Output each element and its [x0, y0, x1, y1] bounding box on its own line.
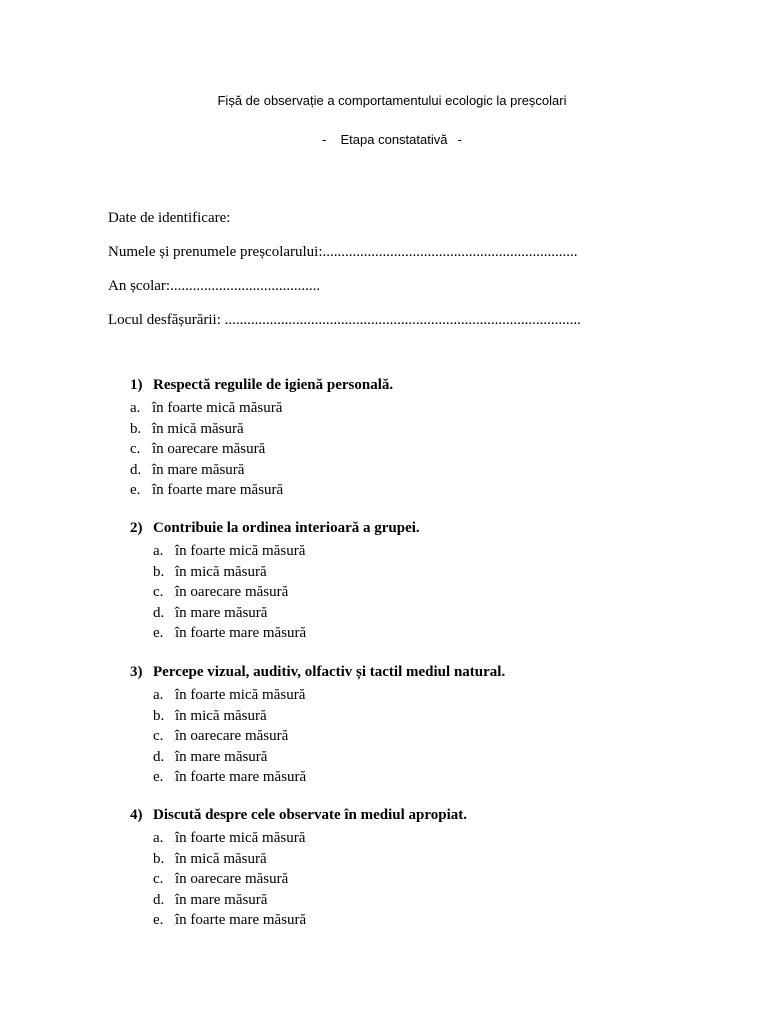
- option-letter: a.: [153, 687, 164, 703]
- option-label: în mare măsură: [175, 748, 268, 765]
- question-number: 2): [130, 520, 143, 536]
- option-letter: c.: [130, 441, 141, 457]
- identification-heading: Date de identificare:: [108, 210, 231, 226]
- question-4-options: [153, 828, 306, 931]
- option-e: [153, 623, 306, 644]
- question-text: Contribuie la ordinea interioară a grupei.: [153, 520, 420, 536]
- option-label: în foarte mare măsură: [152, 482, 284, 498]
- option-e: [153, 910, 306, 931]
- option-letter: c.: [153, 871, 164, 887]
- option-c: [153, 869, 306, 890]
- option-letter: e.: [153, 769, 164, 785]
- option-c: [130, 439, 283, 460]
- option-label: în oarecare măsură: [175, 871, 289, 887]
- option-letter: d.: [153, 604, 165, 621]
- option-letter: d.: [153, 891, 165, 908]
- document-title: Fișă de observație a comportamentului ecologic la preșcolari: [217, 93, 567, 108]
- location-field: Locul desfășurării: ...............................................................................................: [108, 312, 581, 328]
- option-label: în mică măsură: [175, 850, 267, 867]
- question-3-options: [153, 685, 306, 788]
- subtitle-dash-right: -: [457, 132, 462, 147]
- question-2-text-line: [130, 520, 420, 537]
- question-4-text-line: [130, 807, 467, 824]
- question-number: 4): [130, 807, 143, 823]
- question-number: 3): [130, 664, 143, 680]
- document-subtitle: [0, 132, 768, 147]
- option-a: [153, 541, 306, 562]
- option-a: [153, 685, 306, 706]
- option-label: în oarecare măsură: [175, 584, 289, 600]
- option-b: [130, 419, 283, 440]
- option-label: în mare măsură: [152, 461, 245, 478]
- option-b: [153, 706, 306, 727]
- option-label: în mare măsură: [175, 891, 268, 908]
- option-label: în foarte mare măsură: [175, 625, 307, 641]
- option-label: în foarte mare măsură: [175, 769, 307, 785]
- option-d: [130, 460, 283, 481]
- option-label: în foarte mică măsură: [175, 830, 306, 846]
- question-text: Discută despre cele observate în mediul apropiat.: [153, 807, 468, 823]
- option-letter: a.: [130, 400, 141, 416]
- option-letter: e.: [153, 912, 164, 928]
- option-label: în foarte mică măsură: [175, 543, 306, 559]
- option-label: în oarecare măsură: [152, 441, 266, 457]
- student-name-field: Numele și prenumele preșcolarului:....................................................................: [108, 244, 578, 260]
- option-label: în mică măsură: [175, 563, 267, 580]
- question-1-options: [130, 398, 283, 501]
- question-number: 1): [130, 377, 143, 393]
- question-1-text-line: [130, 377, 393, 394]
- option-e: [153, 767, 306, 788]
- subtitle-dash-left: -: [322, 132, 327, 147]
- option-a: [130, 398, 283, 419]
- option-c: [153, 726, 306, 747]
- option-d: [153, 890, 306, 911]
- option-letter: c.: [153, 728, 164, 744]
- option-letter: c.: [153, 584, 164, 600]
- question-text: Percepe vizual, auditiv, olfactiv și tactil mediul natural.: [153, 664, 506, 680]
- option-letter: a.: [153, 830, 164, 846]
- option-letter: b.: [153, 707, 165, 724]
- option-label: în oarecare măsură: [175, 728, 289, 744]
- option-d: [153, 603, 306, 624]
- option-letter: e.: [153, 625, 164, 641]
- option-letter: e.: [130, 482, 141, 498]
- option-a: [153, 828, 306, 849]
- option-letter: b.: [153, 563, 165, 580]
- question-text: Respectă regulile de igienă personală.: [153, 377, 394, 393]
- subtitle-text: Etapa constatativă: [340, 132, 448, 147]
- option-d: [153, 747, 306, 768]
- option-c: [153, 582, 306, 603]
- option-b: [153, 562, 306, 583]
- option-label: în mare măsură: [175, 604, 268, 621]
- option-label: în foarte mare măsură: [175, 912, 307, 928]
- option-e: [130, 480, 283, 501]
- option-letter: d.: [130, 461, 142, 478]
- option-label: în foarte mică măsură: [152, 400, 283, 416]
- option-label: în foarte mică măsură: [175, 687, 306, 703]
- question-2-options: [153, 541, 306, 644]
- school-year-field: An școlar:........................................: [108, 278, 321, 294]
- option-b: [153, 849, 306, 870]
- option-letter: b.: [130, 420, 142, 437]
- option-letter: d.: [153, 748, 165, 765]
- option-letter: b.: [153, 850, 165, 867]
- question-3-text-line: [130, 664, 505, 681]
- option-label: în mică măsură: [175, 707, 267, 724]
- option-label: în mică măsură: [152, 420, 244, 437]
- option-letter: a.: [153, 543, 164, 559]
